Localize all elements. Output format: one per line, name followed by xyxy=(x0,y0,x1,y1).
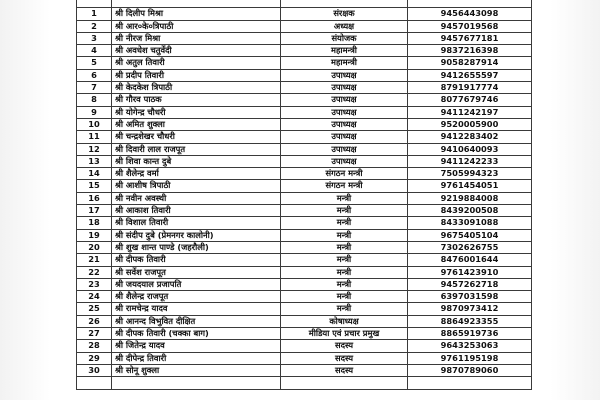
member-name: श्री आकाश तिवारी xyxy=(112,205,281,217)
member-name: श्री जितेन्द्र यादव xyxy=(112,340,281,352)
member-name: श्री शैलेन्द्र वर्मा xyxy=(112,168,281,180)
roster-body xyxy=(77,0,532,389)
phone-number: 8476001644 xyxy=(408,254,532,266)
member-name: श्री गौरव पाठक xyxy=(112,94,281,106)
member-name: श्री संदीप दुबे (प्रेमनगर कालोनी) xyxy=(112,229,281,241)
phone-number: 9456443098 xyxy=(408,8,532,20)
phone-number: 9870789060 xyxy=(408,364,532,376)
member-role: अध्यक्ष xyxy=(281,20,408,32)
member-role: सदस्य xyxy=(281,352,408,364)
member-role: मन्त्री xyxy=(281,217,408,229)
member-name: श्री योगेन्द्र चौधरी xyxy=(112,106,281,118)
member-role: सदस्य xyxy=(281,364,408,376)
serial-number: 20 xyxy=(77,241,112,253)
serial-number: 27 xyxy=(77,328,112,340)
phone-number: 8077679746 xyxy=(408,94,532,106)
member-role: मन्त्री xyxy=(281,266,408,278)
table-row xyxy=(77,352,532,364)
phone-number: 9761195198 xyxy=(408,352,532,364)
member-name: श्री रामचेन्द्र यादव xyxy=(112,303,281,315)
table-row xyxy=(77,364,532,376)
member-role: मन्त्री xyxy=(281,241,408,253)
phone-number: 8791917774 xyxy=(408,82,532,94)
member-role xyxy=(281,377,408,389)
serial-number: 23 xyxy=(77,278,112,290)
member-role: मन्त्री xyxy=(281,192,408,204)
phone-number: 7302626755 xyxy=(408,241,532,253)
member-role: महामन्त्री xyxy=(281,45,408,57)
phone-number: 9457019568 xyxy=(408,20,532,32)
member-roster-table xyxy=(76,0,532,390)
member-name: श्री केदकेश त्रिपाठी xyxy=(112,82,281,94)
member-name: श्री सोनू शुक्ला xyxy=(112,364,281,376)
phone-number: 7505994323 xyxy=(408,168,532,180)
table-row xyxy=(77,45,532,57)
table-row xyxy=(77,180,532,192)
phone-number: 9058287914 xyxy=(408,57,532,69)
serial-number: 18 xyxy=(77,217,112,229)
member-name xyxy=(112,0,281,8)
phone-number: 9457677181 xyxy=(408,32,532,44)
member-name: श्री आर०के०त्रिपाठी xyxy=(112,20,281,32)
member-role: मन्त्री xyxy=(281,278,408,290)
table-row xyxy=(77,377,532,389)
serial-number: 17 xyxy=(77,205,112,217)
member-role: उपाध्यक्ष xyxy=(281,118,408,130)
table-row xyxy=(77,20,532,32)
member-role: मन्त्री xyxy=(281,291,408,303)
serial-number: 10 xyxy=(77,118,112,130)
table-row xyxy=(77,82,532,94)
serial-number: 19 xyxy=(77,229,112,241)
phone-number: 9410640093 xyxy=(408,143,532,155)
member-role: संगठन मन्त्री xyxy=(281,180,408,192)
serial-number xyxy=(77,0,112,8)
table-row xyxy=(77,8,532,20)
table-row xyxy=(77,118,532,130)
table-row xyxy=(77,106,532,118)
serial-number: 15 xyxy=(77,180,112,192)
member-name: श्री चन्द्रशेखर चौधरी xyxy=(112,131,281,143)
serial-number: 8 xyxy=(77,94,112,106)
member-name: श्री जयदयाल प्रजापति xyxy=(112,278,281,290)
serial-number: 14 xyxy=(77,168,112,180)
member-name: श्री दीपेन्द्र तिवारी xyxy=(112,352,281,364)
phone-number: 9412283402 xyxy=(408,131,532,143)
phone-number: 9761454051 xyxy=(408,180,532,192)
table-row xyxy=(77,205,532,217)
member-name: श्री अवधेश चतुर्वेदी xyxy=(112,45,281,57)
member-role: संगठन मन्त्री xyxy=(281,168,408,180)
member-name xyxy=(112,377,281,389)
member-role: उपाध्यक्ष xyxy=(281,155,408,167)
table-row xyxy=(77,131,532,143)
phone-number: 9412655597 xyxy=(408,69,532,81)
member-name: श्री दीपक तिवारी xyxy=(112,254,281,266)
phone-number xyxy=(408,377,532,389)
table-row xyxy=(77,340,532,352)
serial-number: 4 xyxy=(77,45,112,57)
phone-number: 9837216398 xyxy=(408,45,532,57)
member-name: श्री नीरज मिश्रा xyxy=(112,32,281,44)
member-role: मन्त्री xyxy=(281,229,408,241)
table-row xyxy=(77,143,532,155)
serial-number: 3 xyxy=(77,32,112,44)
member-name: श्री शिवा कान्त दुबे xyxy=(112,155,281,167)
phone-number: 9219884008 xyxy=(408,192,532,204)
serial-number: 24 xyxy=(77,291,112,303)
member-role: उपाध्यक्ष xyxy=(281,106,408,118)
serial-number: 5 xyxy=(77,57,112,69)
member-name: श्री प्रदीप तिवारी xyxy=(112,69,281,81)
member-role: मन्त्री xyxy=(281,205,408,217)
table-row xyxy=(77,303,532,315)
serial-number: 26 xyxy=(77,315,112,327)
table-row xyxy=(77,57,532,69)
member-role: उपाध्यक्ष xyxy=(281,143,408,155)
table-row xyxy=(77,291,532,303)
member-role: मन्त्री xyxy=(281,254,408,266)
member-name: श्री सर्वेश राजपूत xyxy=(112,266,281,278)
table-row xyxy=(77,168,532,180)
phone-number: 8439200508 xyxy=(408,205,532,217)
member-role: उपाध्यक्ष xyxy=(281,82,408,94)
phone-number: 9643253063 xyxy=(408,340,532,352)
serial-number: 13 xyxy=(77,155,112,167)
document-page xyxy=(76,0,524,390)
serial-number: 21 xyxy=(77,254,112,266)
serial-number: 25 xyxy=(77,303,112,315)
member-role: महामन्त्री xyxy=(281,57,408,69)
table-row xyxy=(77,0,532,8)
serial-number: 7 xyxy=(77,82,112,94)
phone-number: 6397031598 xyxy=(408,291,532,303)
table-row xyxy=(77,155,532,167)
phone-number: 9457262718 xyxy=(408,278,532,290)
member-role: मन्त्री xyxy=(281,303,408,315)
serial-number: 28 xyxy=(77,340,112,352)
member-name: श्री विशाल तिवारी xyxy=(112,217,281,229)
table-row xyxy=(77,94,532,106)
member-role: सदस्य xyxy=(281,340,408,352)
phone-number: 8865919736 xyxy=(408,328,532,340)
table-row xyxy=(77,229,532,241)
serial-number: 9 xyxy=(77,106,112,118)
member-role: संयोजक xyxy=(281,32,408,44)
serial-number: 1 xyxy=(77,8,112,20)
table-row xyxy=(77,241,532,253)
table-row xyxy=(77,32,532,44)
member-role xyxy=(281,0,408,8)
serial-number: 11 xyxy=(77,131,112,143)
table-row xyxy=(77,69,532,81)
member-role: उपाध्यक्ष xyxy=(281,131,408,143)
table-row xyxy=(77,315,532,327)
member-name: श्री शैलेन्द्र राजपूत xyxy=(112,291,281,303)
member-role: उपाध्यक्ष xyxy=(281,94,408,106)
table-row xyxy=(77,192,532,204)
table-row xyxy=(77,254,532,266)
phone-number: 8433091088 xyxy=(408,217,532,229)
member-name: श्री अतुल तिवारी xyxy=(112,57,281,69)
member-role: कोषाध्यक्ष xyxy=(281,315,408,327)
serial-number: 22 xyxy=(77,266,112,278)
table-row xyxy=(77,217,532,229)
serial-number xyxy=(77,377,112,389)
serial-number: 12 xyxy=(77,143,112,155)
member-name: श्री नवीन अवस्थी xyxy=(112,192,281,204)
phone-number: 9411242233 xyxy=(408,155,532,167)
serial-number: 30 xyxy=(77,364,112,376)
phone-number: 9411242197 xyxy=(408,106,532,118)
member-name: श्री दीपक तिवारी (चक्का बाग) xyxy=(112,328,281,340)
table-row xyxy=(77,328,532,340)
serial-number: 2 xyxy=(77,20,112,32)
member-name: श्री दिलीप मिश्रा xyxy=(112,8,281,20)
member-name: श्री अमित शुक्ला xyxy=(112,118,281,130)
table-row xyxy=(77,278,532,290)
serial-number: 16 xyxy=(77,192,112,204)
table-row xyxy=(77,266,532,278)
phone-number: 9520005900 xyxy=(408,118,532,130)
member-name: श्री शुख शान्त पाण्डे (जहरौली) xyxy=(112,241,281,253)
member-name: श्री आनन्द विभुवित दीक्षित xyxy=(112,315,281,327)
phone-number: 9761423910 xyxy=(408,266,532,278)
serial-number: 6 xyxy=(77,69,112,81)
phone-number: 8864923355 xyxy=(408,315,532,327)
member-role: मीडिया एवं प्रचार प्रमुख xyxy=(281,328,408,340)
serial-number: 29 xyxy=(77,352,112,364)
member-role: उपाध्यक्ष xyxy=(281,69,408,81)
phone-number xyxy=(408,0,532,8)
member-name: श्री आशीष त्रिपाठी xyxy=(112,180,281,192)
phone-number: 9870973412 xyxy=(408,303,532,315)
member-role: संरक्षक xyxy=(281,8,408,20)
member-name: श्री दिवारी लाल राजपूत xyxy=(112,143,281,155)
phone-number: 9675405104 xyxy=(408,229,532,241)
